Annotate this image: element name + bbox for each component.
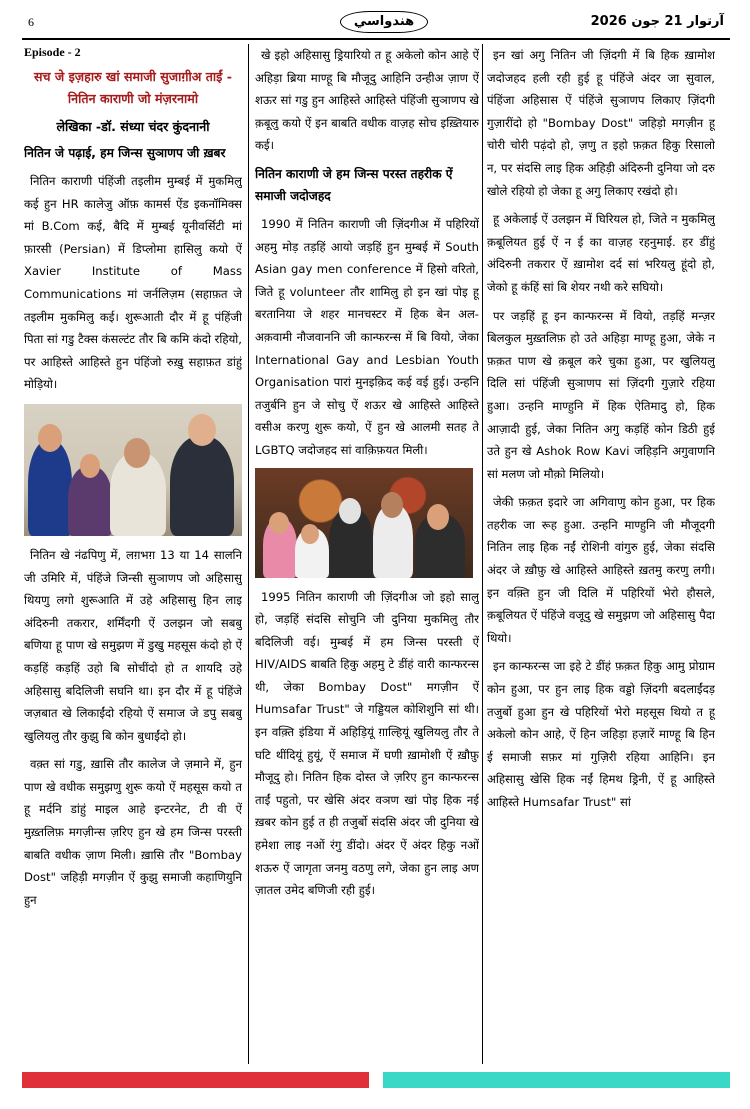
author-byline: लेखिका -डॉ. संध्या चंदर कुंदनानी	[56, 119, 210, 134]
paragraph: 1995 नितिन काराणी जी ज़िंदगीअ जो इहो सालु हो, जड़हिं संदसि सोचुनि जी दुनिया मुकमिलु तौर बदिलिजी वई। मुम्बई में हम जिन्स परस्ती ऐं HIV/AIDS बाबति हिकु अहमु टे डींहं वारी कान्फरन्स थी, जेका Bombay Dost" मगज़ीन ऐं Humsafar Trust" जे गड्डियल कोशिशुनि सां थी। इन वक़्ति इंडिया में अहिड़ियूं ग़ाल्हियूं खुलियलु तौर ते घटि थींदियूं हुयूं, ऐं समाज में घणी ख़ामोशी ऐं ख़ौफ़ु मौजूदु हो। नितिन हिक दोस्त जे ज़रिए हुन कान्फरन्स ताईं पहुतो, पर खेसि अंदर वञण खां पोइ हिक नई ख़बर कोन हुई त ही तजुर्बो संदसि अंदर जी दुनिया खे हमेशा लाइ नओं रंगु डींदो। अंदर ऐं अंदर हिकु नओं शऊरु ऐं जागृता जनमु वठणु लगे, जेका हुन लाइ अण ज़ातल उमेद बणिजी रही हुई।	[255, 589, 479, 898]
page-header	[22, 10, 730, 36]
paragraph: 1990 में नितिन काराणी जी ज़िंदगीअ में पहिरियों अहमु मोड़ तड़हिं आयो जड़हिं हुन मुम्बई में South Asian gay men conference में हिसो वरितो, जिते हू volunteer तौर शामिलु हो इन खां पोइ हू बरतानिया जे शहर मानचस्टर में हिक बेन अल-अक़वामी नौजवाननि जी कान्फरन्स में बि वियो, जेका International Gay and Lesbian Youth Organisation पारां मुनइक़िद कई वई हुई। उन्हनि तजुर्बनि हुन जे सोचु ऐं शऊर खे आहिस्ते आहिस्ते वसीअ करणु शुरू कयो, ऐं हुन खे आलमी सतह ते LGBTQ जदोजहद सां वाक़िफ़यत मिली।	[255, 216, 479, 457]
section-subhead: नितिन काराणी जे हम जिन्स परस्त तहरीक ऐं समाजी जदोजहद	[255, 166, 453, 203]
column-divider	[482, 44, 483, 1064]
column-2	[255, 44, 479, 1064]
header-rule	[22, 38, 730, 40]
paragraph: इन कान्फरन्स जा इहे टे डींहं फ़क़त हिकु आमु प्रोग्राम कोन हुआ, पर हुन लाइ हिक वड्डो ज़िंदगी बदलाईंदड़ तजुर्बो हुआ हुन खे पहिरियों भेरो महसूस थियो त हू अकेलो कोन आहे, ऐं हिन जहिड़ा हज़ारें माण्हू बि हिन ई समाजी सफ़र मां गुज़िरी रहिया आहिनि। इन अहिसासु खेसि हिक नईं हिमथ ड्रिनी, ऐं हू आहिस्ते आहिस्ते Humsafar Trust" सां	[487, 659, 715, 809]
column-1	[24, 44, 242, 1064]
masthead-logo: هندواسي	[340, 11, 428, 33]
family-photo	[24, 404, 242, 536]
paragraph: वक़्त सां गडु, ख़ासि तौर कालेज जे ज़माने में, हुन पाण खे वधीक समुझणु शुरू कयो ऐं महसूस कयो त हू मर्दनि डांहुं माइल आहे इन्टरनेट, टी वी ऐं मुख़्तलिफ़ मगज़ीन्स ज़रिए हुन खे हम जिन्स परस्ती बाबति वधीक ज़ाण मिली। ख़ासि तौर "Bombay Dost" जहिड़ी मगज़ीन ऐं कुझु समाजी कहाणियुनि हुन	[24, 757, 242, 907]
page-number: 6	[28, 15, 34, 29]
paragraph: जेकी फ़क़त इदारे जा अगिवाणु कोन हुआ, पर हिक तहरीक जा रूह हुआ. उन्हनि माण्हुनि जी मौजूदगी नितिन लाइ हिक नईं रोशिनी वांगुरु हुई, जेका संदसि अंदर जे ख़ौफ़ु खे आहिस्ते आहिस्ते ख़तमु करणु लगी। इन वक़्ति हुन जी दिलि में पहिरियों भेरो हौसले, क़बूलियत ऐं पंहिंजे वजूदु खे समुझण जो अहिसासु पैदा थियो।	[487, 495, 715, 645]
section-subhead: नितिन जे पढ़ाई, हम जिन्स सुञाणप जी ख़बर	[24, 146, 226, 160]
column-3	[487, 44, 715, 1064]
conference-photo	[255, 468, 473, 578]
paragraph: नितिन खे नंढपिणु में, लग़भग़ 13 या 14 सालनि जी उमिरि में, पंहिंजे जिन्सी सुञाणप जो अहिसासु थियणु लगो शुरूआति में उहे अहिसासु हिन लाइ अंदिरुनी तकरार, शर्मिंदगी ऐं उलझन जो सबबु बणिया हू पाण खे समुझण में डुखु महसूस कंदो हो ऐं कड़हिं कड़हिं उहो बि सोचींदो हो त शायदि उहे अहिसासु बदिलिजी सघनि था। इन दौर में हू पंहिंजे जज़बात खे लिकाईंदो रहियो ऐं समाज जे डपु सबबु खुलियलु तौर कुझु बि कोन बुधाईंदो हो।	[24, 547, 242, 743]
paragraph: खे इहो अहिसासु ड्रियारियो त हू अकेलो कोन आहे ऐं अहिड़ा ब्रिया माण्हू बि मौजूदु आहिनि उन्हीअ ज़ाण ऐं शऊर सां गडु हुन आहिस्ते आहिस्ते पंहिंजी सुञाणप खे क़बूलु कयो ऐं इन बाबति वधीक वाज़ह सोच इख़्तियारु कई।	[255, 48, 479, 153]
issue-date: آرتوار 21 جون 2026	[590, 14, 724, 29]
column-divider	[248, 44, 249, 1064]
footer-color-bar	[22, 1072, 730, 1088]
paragraph: पर जड़हिं हू इन कान्फरन्स में वियो, तड़हिं मन्ज़र बिलकुल मुख़्तलिफ़ हो उते अहिड़ा माण्हू हुआ, जेके न फ़क़त पाण खे क़बूल करे चुका हुआ, पर खुलियलु दिलि सां पंहिंजी सुञाणप सां ज़िंदगी गुज़ारे रहिया हुआ। उन्हनि माण्हुनि में हिक ऐतिमादु हो, हिक आज़ादी हुई, जेका नितिन अगु कड़हिं कोन डिठी हुई उते हुन खे Ashok Row Kavi जहिड़नि अगुवाणनि सां मलण जो मौक़ो मिलियो।	[487, 308, 715, 481]
article-headline: सच जे इज़हारु खां समाजी सुजाग़ीअ ताईं - नितिन काराणी जो मंज़रनामो	[34, 69, 232, 106]
paragraph: हू अकेलाई ऐं उलझन में घिरियल हो, जिते न मुकमिलु क़बूलियत हुई ऐं न ई का वाज़ह रहनुमाई. हर डींहुं अंदिरुनी तकरार ऐं ख़ामोश दर्द सां भरियलु हूंदो हो, जेको हू कंहिं सां बि शेयर नथी करे सघियो।	[487, 212, 715, 294]
episode-label: Episode - 2	[24, 45, 81, 59]
paragraph: नितिन काराणी पंहिंजी तइलीम मुम्बई में मुकमिलु कई हुन HR कालेजु ऑफ़ कामर्स ऐंड इकनॉमिक्स मां B.Com कई, बैदि में मुम्बई यूनीवर्सिटी मां फ़ारसी (Persian) में डिप्लोमा हासिलु कयो ऐं Xavier Institute of Mass Communications मां जर्नलिज़म (सहाफ़त जे तइलीम मुकमिलु कई। शुरूआती दौर में हू पंहिंजी पिता सां गडु टैक्स कंसल्टंट तौर बि कमि कंदो रहियो, पर आहिस्ते आहिस्ते हुन पंहिंजो रुख़ु सहाफ़त डांहुं मोड़ियो।	[24, 174, 242, 392]
paragraph: इन खां अगु नितिन जी ज़िंदगी में बि हिक ख़ामोश जदोजहद हली रही हुई हू पंहिंजे अंदर जा सुवाल, पंहिंजा अहिसास ऐं पंहिंजे सुञाणप लिकाए ज़िंदगी गुज़ारींदो हो "Bombay Dost" जहिड़ो मगज़ीन हू चोरी चोरी पढ़ंदो हो, ज़णु त इहो फ़क़त हिकु रिसालो न, पर संदसि लाइ हिक अहिड़ी अंदिरुनी दुनिया जो दरु खोले रहियो हो जेका हू अगु लिकाए रखंदो हो।	[487, 48, 715, 198]
